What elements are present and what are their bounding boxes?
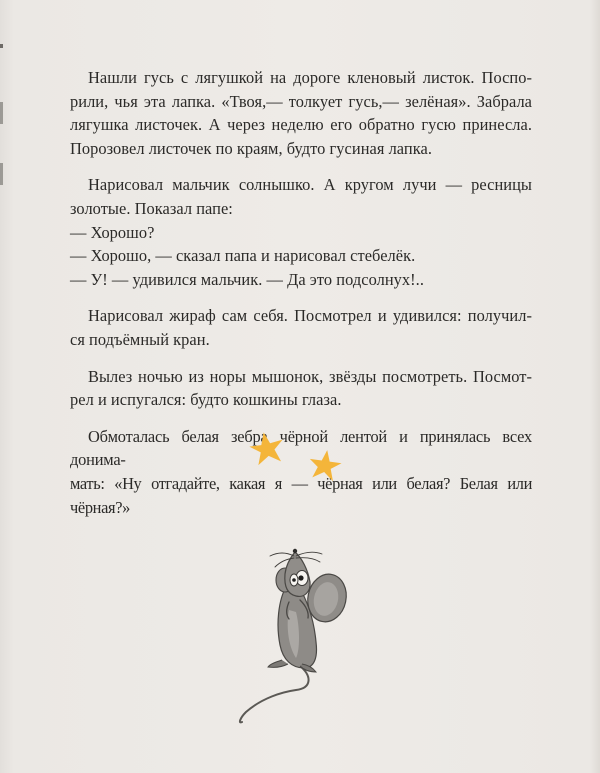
text-line: Обмоталась белая зебра чёрной лентой и принялась всех донима-	[70, 426, 532, 470]
text-line: Нарисовал мальчик солнышко. А кругом лучи — ресницы	[88, 175, 532, 195]
star-icon	[247, 429, 287, 467]
dialog-line: — Хорошо?	[70, 222, 155, 242]
text-line: рел и испугался: будто кошкины глаза.	[70, 390, 342, 410]
text-line: ся подъёмный кран.	[70, 329, 210, 349]
dialog-line: — Хорошо, — сказал папа и нарисовал стебелёк.	[70, 246, 416, 266]
mouse-icon	[240, 549, 351, 723]
text-line: лягушка листочек. А через неделю его обратно гусю принесла.	[70, 115, 532, 135]
star-icon	[307, 448, 343, 482]
text-line: Вылез ночью из норы мышонок, звёзды посмотреть. Посмот-	[88, 366, 532, 386]
text-line: Нарисовал жираф сам себя. Посмотрел и удивился: получил-	[88, 306, 532, 326]
text-line: мать: «Ну отгадайте, какая я — чёрная или белая? Белая или чёрная?»	[70, 473, 532, 517]
dialog-line: — У! — удивился мальчик. — Да это подсолнух!..	[70, 269, 424, 289]
text-line: Нашли гусь с лягушкой на дороге кленовый листок. Поспо-	[88, 68, 532, 87]
text-line: золотые. Показал папе:	[70, 198, 233, 218]
text-line: Порозовел листочек по краям, будто гусиная лапка.	[70, 138, 432, 158]
text-line: рили, чья эта лапка. «Твоя,— толкует гусь,— зелёная». Забрала	[70, 91, 532, 111]
